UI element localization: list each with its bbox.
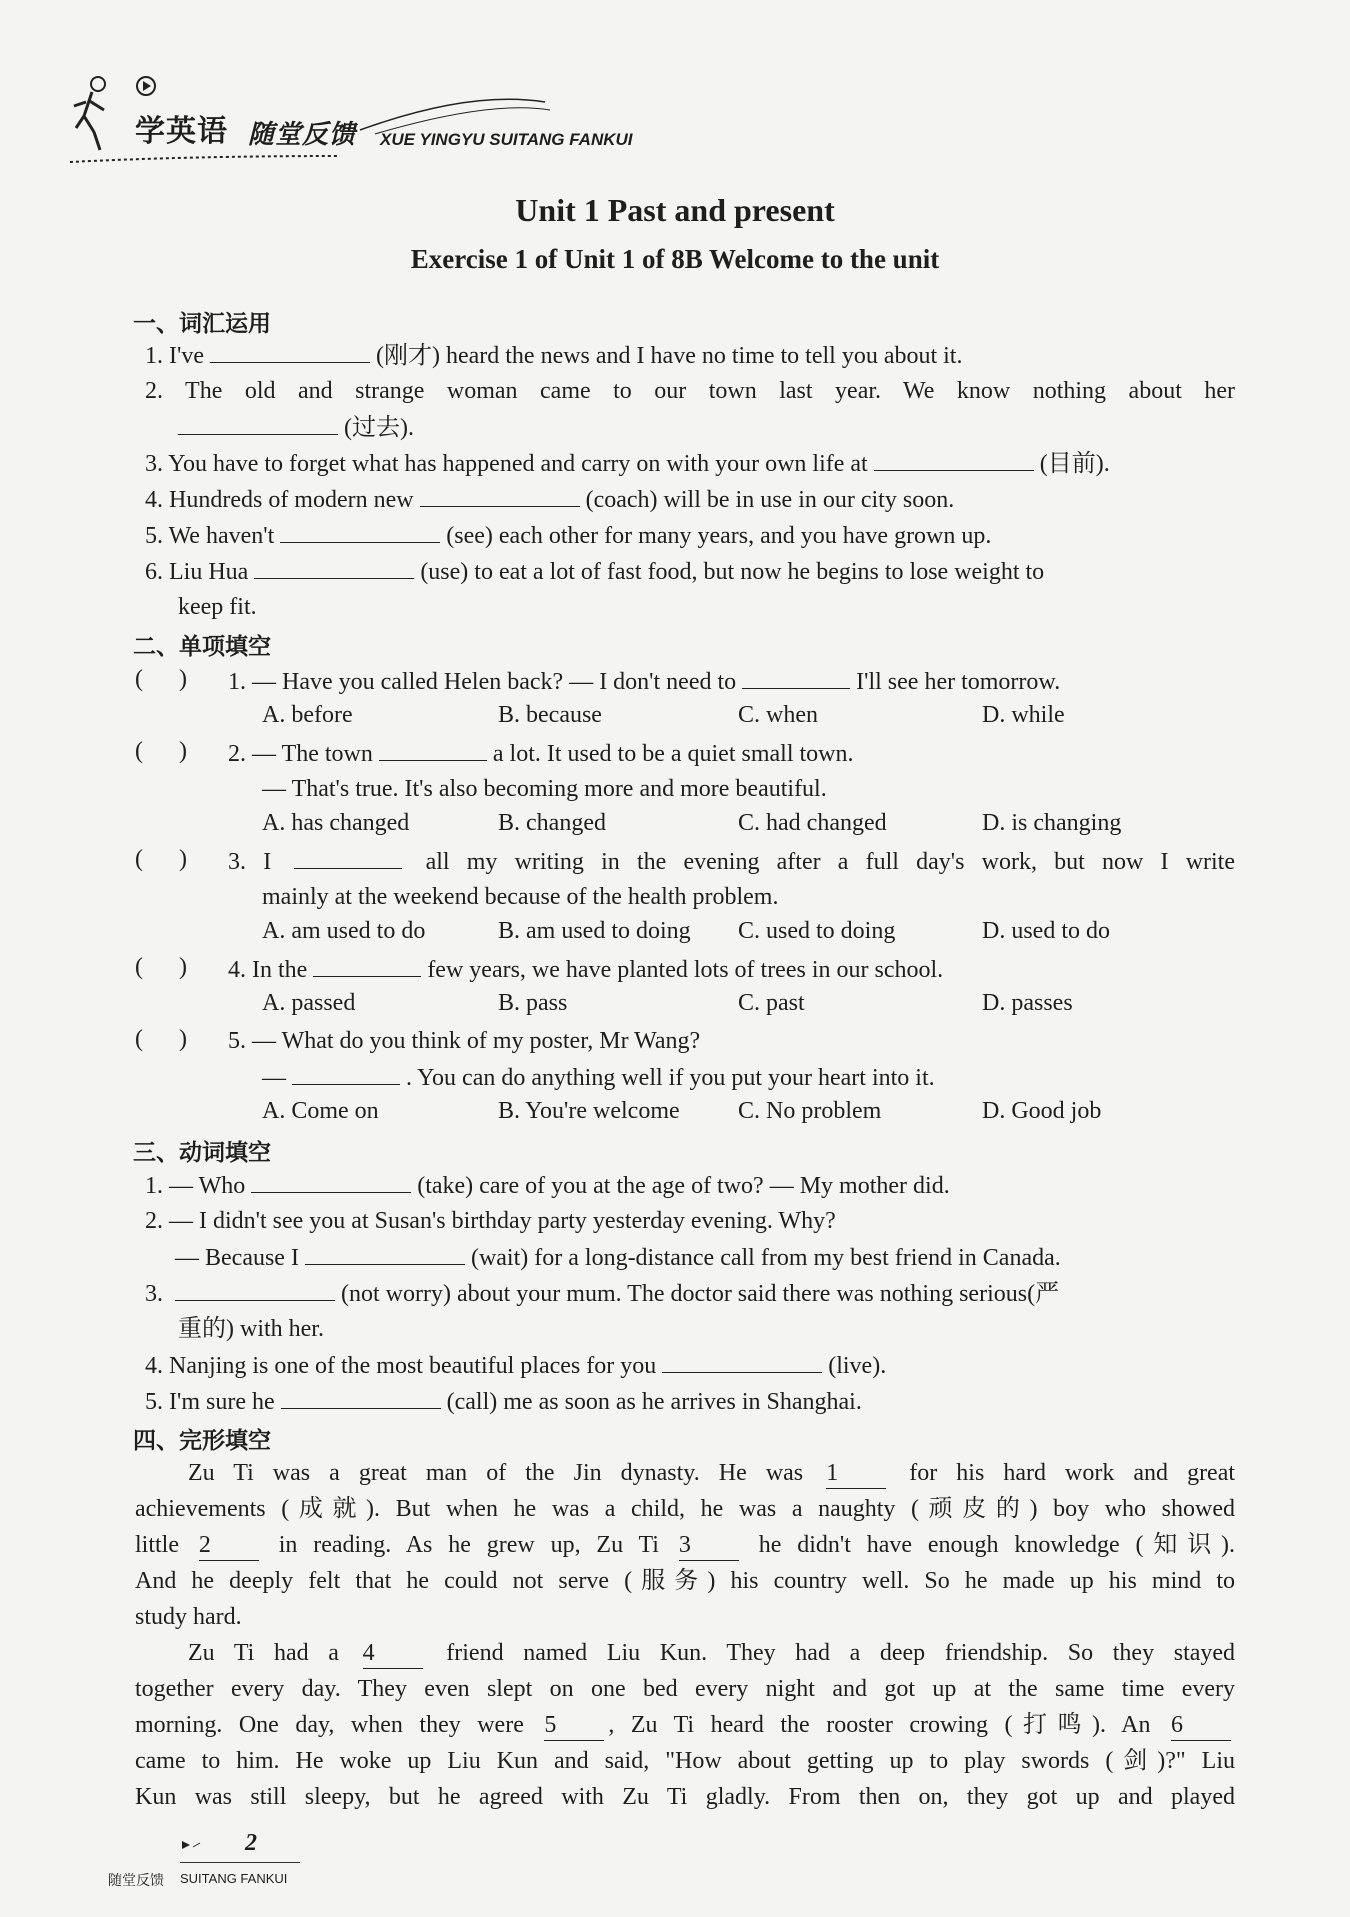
mc-question-2: 2. — The town a lot. It used to be a quiet small town. xyxy=(228,738,854,769)
brand-chinese-subtitle: 随堂反馈 xyxy=(248,120,357,150)
footer-divider xyxy=(180,1862,300,1863)
option-c: C. past xyxy=(738,990,805,1016)
option-a: A. before xyxy=(262,702,353,728)
answer-bracket[interactable]: ( ) xyxy=(135,846,187,872)
verb-item-1: 1. — Who (take) care of you at the age of two? — My mother did. xyxy=(145,1170,950,1201)
answer-bracket[interactable]: ( ) xyxy=(135,954,187,980)
vocab-item-6: 6. Liu Hua (use) to eat a lot of fast food, but now he begins to lose weight to xyxy=(145,556,1044,587)
answer-blank[interactable] xyxy=(742,666,850,689)
answer-blank[interactable] xyxy=(379,738,487,761)
verb-item-2-cont: — Because I (wait) for a long-distance call from my best friend in Canada. xyxy=(175,1242,1061,1273)
vocab-item-1: 1. I've (刚才) heard the news and I have no time to tell you about it. xyxy=(145,340,962,371)
cloze-blank-3[interactable]: 3 xyxy=(679,1530,739,1561)
option-a: A. Come on xyxy=(262,1098,379,1124)
answer-blank[interactable] xyxy=(178,412,338,435)
brand-chinese-title: 学英语 xyxy=(135,114,228,149)
answer-blank[interactable] xyxy=(251,1170,411,1193)
section-heading-cloze: 四、完形填空 xyxy=(133,1428,271,1454)
footer-chinese: 随堂反馈 xyxy=(108,1873,164,1889)
option-b: B. pass xyxy=(498,990,568,1016)
option-a: A. am used to do xyxy=(262,918,426,944)
mc-question-3-cont: mainly at the weekend because of the health problem. xyxy=(262,884,779,910)
answer-bracket[interactable]: ( ) xyxy=(135,738,187,764)
answer-blank[interactable] xyxy=(294,846,402,869)
cloze-blank-4[interactable]: 4 xyxy=(363,1638,423,1669)
cloze-line: Kun was still sleepy, but he agreed with Zu Ti gladly. From then on, they got up and played xyxy=(135,1784,1235,1810)
cloze-blank-2[interactable]: 2 xyxy=(199,1530,259,1561)
vocab-item-2-cont: (过去). xyxy=(178,412,414,443)
footer-pinyin: SUITANG FANKUI xyxy=(180,1871,288,1886)
cloze-line: achievements (成就). But when he was a child, he was a naughty (顽皮的) boy who showed xyxy=(135,1496,1235,1522)
unit-title: Unit 1 Past and present xyxy=(515,192,835,228)
option-c: C. had changed xyxy=(738,810,887,836)
verb-item-4: 4. Nanjing is one of the most beautiful places for you (live). xyxy=(145,1350,886,1381)
answer-blank[interactable] xyxy=(313,954,421,977)
mc-question-5-reply: — . You can do anything well if you put your heart into it. xyxy=(262,1062,935,1093)
cloze-blank-5[interactable]: 5 xyxy=(544,1710,604,1741)
vocab-item-4: 4. Hundreds of modern new (coach) will be in use in our city soon. xyxy=(145,484,954,515)
option-d: D. used to do xyxy=(982,918,1110,944)
option-c: C. No problem xyxy=(738,1098,882,1124)
answer-bracket[interactable]: ( ) xyxy=(135,666,187,692)
page-number: 2 xyxy=(245,1830,257,1856)
cloze-blank-1[interactable]: 1 xyxy=(826,1458,886,1489)
mc-question-3: 3. I all my writing in the evening after a full day's work, but now I write xyxy=(228,846,1235,877)
cloze-line: together every day. They even slept on one bed every night and got up at the same time every xyxy=(135,1676,1235,1702)
answer-blank[interactable] xyxy=(175,1278,335,1301)
section-heading-multiple-choice: 二、单项填空 xyxy=(133,634,271,660)
brand-pinyin: XUE YINGYU SUITANG FANKUI xyxy=(380,130,633,149)
section-heading-vocab: 一、词汇运用 xyxy=(133,311,271,337)
vocab-item-3: 3. You have to forget what has happened and carry on with your own life at (目前). xyxy=(145,448,1110,479)
page-header xyxy=(70,70,670,170)
option-d: D. while xyxy=(982,702,1065,728)
mc-question-4: 4. In the few years, we have planted lots of trees in our school. xyxy=(228,954,943,985)
cloze-line: study hard. xyxy=(135,1604,242,1630)
option-b: B. changed xyxy=(498,810,606,836)
mc-question-2-reply: — That's true. It's also becoming more and more beautiful. xyxy=(262,776,827,802)
answer-blank[interactable] xyxy=(281,1386,441,1409)
mc-question-1: 1. — Have you called Helen back? — I don't need to I'll see her tomorrow. xyxy=(228,666,1060,697)
answer-blank[interactable] xyxy=(662,1350,822,1373)
answer-blank[interactable] xyxy=(305,1242,465,1265)
option-c: C. when xyxy=(738,702,818,728)
option-d: D. is changing xyxy=(982,810,1122,836)
option-b: B. You're welcome xyxy=(498,1098,680,1124)
cloze-line: And he deeply felt that he could not serve (服务) his country well. So he made up his mind to xyxy=(135,1568,1235,1594)
verb-item-3: 3. (not worry) about your mum. The doctor said there was nothing serious(严 xyxy=(145,1278,1059,1309)
option-a: A. has changed xyxy=(262,810,410,836)
verb-item-3-cont: 重的) with her. xyxy=(178,1316,324,1342)
cloze-blank-6[interactable]: 6 xyxy=(1171,1710,1231,1741)
cloze-line: Zu Ti had a 4 friend named Liu Kun. They had a deep friendship. So they stayed xyxy=(188,1638,1235,1669)
mc-question-5: 5. — What do you think of my poster, Mr Wang? xyxy=(228,1028,701,1054)
answer-blank[interactable] xyxy=(292,1062,400,1085)
option-d: D. Good job xyxy=(982,1098,1102,1124)
vocab-item-6-cont: keep fit. xyxy=(178,594,257,620)
exercise-title: Exercise 1 of Unit 1 of 8B Welcome to the unit xyxy=(410,244,940,274)
answer-blank[interactable] xyxy=(254,556,414,579)
option-a: A. passed xyxy=(262,990,356,1016)
cloze-line: came to him. He woke up Liu Kun and said, "How about getting up to play swords (剑)?" Liu xyxy=(135,1748,1235,1774)
arrow-icon xyxy=(180,1838,204,1852)
option-b: B. am used to doing xyxy=(498,918,691,944)
cloze-line: Zu Ti was a great man of the Jin dynasty. He was 1 for his hard work and great xyxy=(188,1458,1235,1489)
cloze-line: little 2 in reading. As he grew up, Zu Ti 3 he didn't have enough knowledge (知识). xyxy=(135,1530,1235,1561)
vocab-item-5: 5. We haven't (see) each other for many years, and you have grown up. xyxy=(145,520,991,551)
answer-bracket[interactable]: ( ) xyxy=(135,1026,187,1052)
answer-blank[interactable] xyxy=(874,448,1034,471)
answer-blank[interactable] xyxy=(280,520,440,543)
section-heading-verbs: 三、动词填空 xyxy=(133,1140,271,1166)
cloze-line: morning. One day, when they were 5 , Zu Ti heard the rooster crowing (打鸣). An 6 xyxy=(135,1710,1235,1741)
verb-item-2: 2. — I didn't see you at Susan's birthday party yesterday evening. Why? xyxy=(145,1208,836,1234)
verb-item-5: 5. I'm sure he (call) me as soon as he arrives in Shanghai. xyxy=(145,1386,862,1417)
option-c: C. used to doing xyxy=(738,918,896,944)
option-d: D. passes xyxy=(982,990,1073,1016)
answer-blank[interactable] xyxy=(210,340,370,363)
answer-blank[interactable] xyxy=(420,484,580,507)
vocab-item-2: 2. The old and strange woman came to our town last year. We know nothing about her xyxy=(145,378,1235,404)
option-b: B. because xyxy=(498,702,602,728)
